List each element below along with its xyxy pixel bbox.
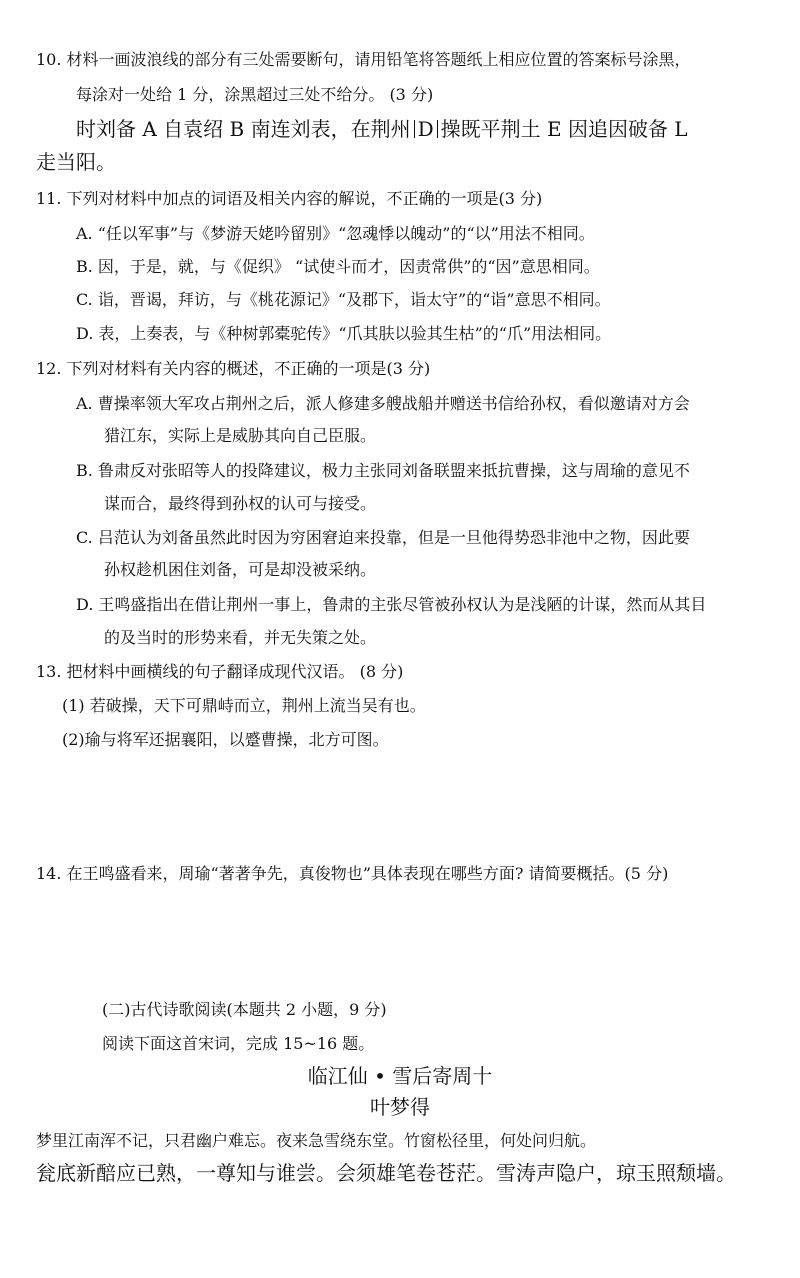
q10-passage-line-1 <box>76 119 688 139</box>
poem-author: 叶梦得 <box>370 1095 430 1119</box>
q11-option-c: C. 诣，晋谒，拜访，与《桃花源记》“及郡下，诣太守”的“诣”意思不相同。 <box>76 290 611 309</box>
q11-option-a: A. “任以军事”与《梦游天姥吟留别》“忽魂悸以魄动”的“以”用法不相同。 <box>76 224 595 243</box>
poem-line-1: 梦里江南浑不记，只君幽户难忘。夜来急雪绕东堂。竹窗松径里，何处问归航。 <box>36 1131 597 1150</box>
q10-passage-part-a: 时刘备 A 自袁绍 B 南连刘表，在荆州 <box>76 117 411 141</box>
q10-line-2: 每涂对一处给 1 分，涂黑超过三处不给分。 (3 分) <box>76 85 434 104</box>
section-intro: 阅读下面这首宋词，完成 15~16 题。 <box>102 1034 375 1053</box>
q12-option-c-line-2: 孙权趁机困住刘备，可是却没被采纳。 <box>104 560 377 579</box>
q10-passage-line-2: 走当阳。 <box>36 150 116 174</box>
q12-option-a-line-1: A. 曹操率领大军攻占荆州之后，派人修建多艘战船并赠送书信给孙权，看似邀请对方会 <box>76 394 690 413</box>
q13-sentence-1: (1) 若破操，天下可鼎峙而立，荆州上流当吴有也。 <box>62 696 426 715</box>
q10-passage-part-d: D <box>417 117 434 141</box>
q12-option-c-line-1: C. 吕范认为刘备虽然此时因为穷困窘迫来投靠，但是一旦他得势恐非池中之物，因此要 <box>76 528 690 547</box>
q11-option-b: B. 因，于是，就，与《促织》 “试使斗而才，因责常供”的“因”意思相同。 <box>76 257 600 276</box>
q11-option-d: D. 表，上奏表，与《种树郭橐驼传》“爪其肤以验其生枯”的“爪”用法相同。 <box>76 324 612 343</box>
divider-bar <box>437 120 438 138</box>
q12-option-b-line-1: B. 鲁肃反对张昭等人的投降建议，极力主张同刘备联盟来抵抗曹操，这与周瑜的意见不 <box>76 461 690 480</box>
poem-title: 临江仙 • 雪后寄周十 <box>307 1064 493 1088</box>
q10-passage-part-b: 操既平荆土 E 因追因破备 L <box>440 117 688 141</box>
divider-bar <box>414 120 415 138</box>
q10-line-1: 10. 材料一画波浪线的部分有三处需要断句，请用铅笔将答题纸上相应位置的答案标号涂黑， <box>36 50 691 69</box>
q12-option-d-line-1: D. 王鸣盛指出在借让荆州一事上，鲁肃的主张尽管被孙权认为是浅陋的计谋，然而从其目 <box>76 595 707 614</box>
q12-stem: 12. 下列对材料有关内容的概述，不正确的一项是(3 分) <box>36 359 431 378</box>
q13-sentence-2: (2)瑜与将军还据襄阳，以蹙曹操，北方可图。 <box>62 730 389 749</box>
q12-option-a-line-2: 猎江东，实际上是威胁其向自己臣服。 <box>104 426 377 445</box>
poem-line-2: 瓮底新醅应已熟，一尊知与谁尝。会须雄笔卷苍茫。雪涛声隐户，琼玉照颓墙。 <box>36 1161 736 1185</box>
q14-stem: 14. 在王鸣盛看来，周瑜“著著争先，真俊物也”具体表现在哪些方面? 请简要概括。(5 分) <box>36 864 669 883</box>
q11-stem: 11. 下列对材料中加点的词语及相关内容的解说，不正确的一项是(3 分) <box>36 189 543 208</box>
q12-option-d-line-2: 的及当时的形势来看，并无失策之处。 <box>104 628 377 647</box>
q13-stem: 13. 把材料中画横线的句子翻译成现代汉语。 (8 分) <box>36 662 404 681</box>
section-heading: (二)古代诗歌阅读(本题共 2 小题，9 分) <box>102 1000 387 1019</box>
q12-option-b-line-2: 谋而合，最终得到孙权的认可与接受。 <box>104 494 377 513</box>
